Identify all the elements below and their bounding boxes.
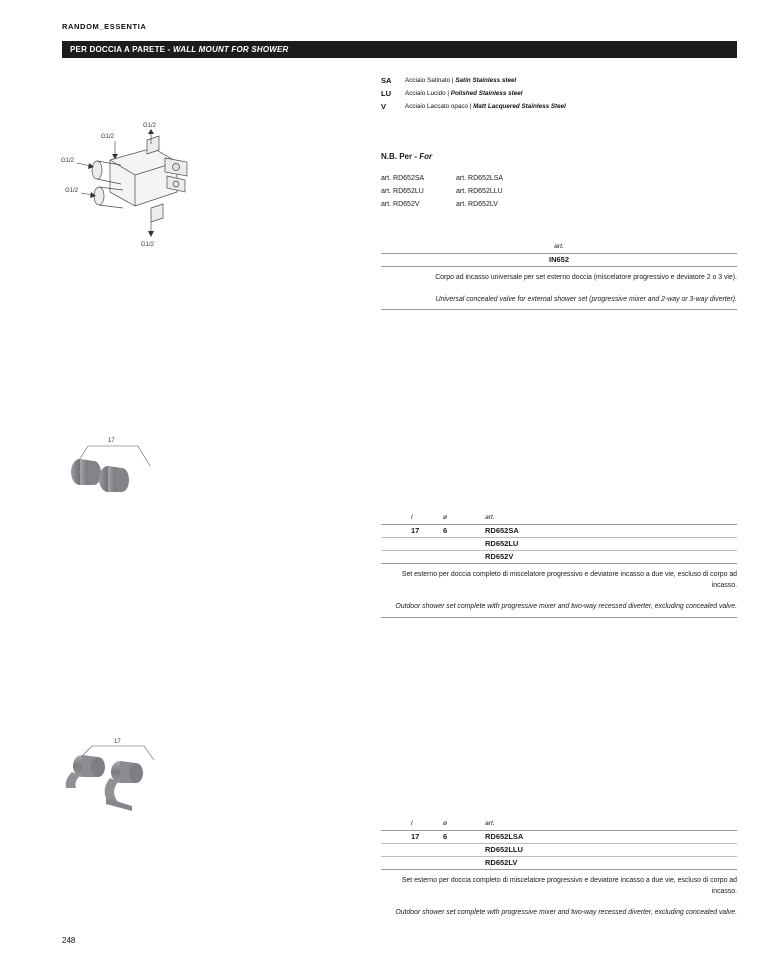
brand-label: RANDOM_ESSENTIA	[62, 22, 147, 31]
spec-value-art: RD652LLU	[485, 845, 523, 854]
spec-header-diameter: ø	[443, 514, 448, 521]
article-description-en: Universal concealed valve for external shower set (progressive mixer and 2-way or 3-way diverter).	[435, 295, 737, 303]
dimension-label: G1/2	[61, 158, 75, 164]
page-number: 248	[62, 936, 76, 945]
dimension-label: G1/2	[101, 134, 115, 140]
legend-item	[381, 100, 737, 113]
spec-row	[381, 538, 737, 550]
section-title-bar	[62, 41, 737, 58]
article-description-it: Corpo ad incasso universale per set esterno doccia (miscelatore progressivo e deviatore 2 o 3 vie).	[435, 274, 737, 281]
note-row	[381, 172, 681, 185]
spec-value-art: RD652LU	[485, 539, 519, 548]
spec-row	[381, 551, 737, 563]
note-article-list	[381, 172, 681, 211]
product-drawing-lever-handles	[58, 736, 188, 816]
spec-header-art: art.	[485, 820, 495, 827]
spec-header-row	[381, 818, 737, 830]
note-article-left: art. RD652LU	[381, 188, 424, 195]
section-title-it: PER DOCCIA A PARETE -	[70, 45, 173, 54]
product-drawing-round-knobs	[58, 432, 178, 502]
legend-code: V	[381, 102, 387, 111]
legend-desc	[405, 87, 523, 100]
spec-value-l: 17	[411, 832, 420, 841]
spec-header-art: art.	[485, 514, 495, 521]
spec-value-art: RD652LV	[485, 858, 518, 867]
note-article-left: art. RD652SA	[381, 175, 425, 182]
article-description-it: Set esterno per doccia completo di miscelatore progressivo e deviatore incasso a due vie, escluso di corpo ad incasso.	[401, 877, 737, 895]
note-row	[381, 185, 681, 198]
divider	[381, 309, 737, 310]
spec-row	[381, 525, 737, 537]
article-description-en: Outdoor shower set complete with progressive mixer and two-way recessed diverter, excluding concealed valve.	[395, 603, 737, 610]
spec-value-art: RD652LSA	[485, 832, 524, 841]
legend-desc	[405, 74, 516, 87]
legend-desc-en: Polished Stainless steel	[450, 90, 523, 97]
finish-legend	[381, 74, 737, 113]
article-code: IN652	[548, 255, 569, 264]
spec-value-l: 17	[411, 526, 420, 535]
section-title	[70, 45, 289, 54]
article-description-en: Outdoor shower set complete with progressive mixer and two-way recessed diverter, excluding concealed valve.	[395, 909, 737, 916]
spec-row	[381, 844, 737, 856]
note-title-it: N.B. Per -	[381, 152, 420, 161]
note-title	[381, 152, 432, 161]
legend-desc-it: Acciaio Lucido |	[405, 90, 451, 97]
dimension-label: 17	[108, 438, 115, 444]
spec-header-l: l	[411, 514, 413, 521]
technical-drawing-valve	[55, 118, 235, 253]
note-row	[381, 198, 681, 211]
note-article-right: art. RD652LLU	[456, 188, 503, 195]
legend-desc	[405, 100, 566, 113]
spec-value-art: RD652SA	[485, 526, 519, 535]
article-block-rd652	[381, 512, 737, 618]
spec-value-art: RD652V	[485, 552, 514, 561]
note-article-right: art. RD652LV	[456, 201, 498, 208]
spec-row	[381, 831, 737, 843]
spec-value-diameter: 6	[443, 526, 448, 535]
legend-code: LU	[381, 89, 391, 98]
dimension-label: 17	[114, 739, 121, 745]
article-block-rd652l	[381, 818, 737, 923]
legend-desc-en: Matt Lacquered Stainless Steel	[473, 103, 566, 110]
legend-code: SA	[381, 76, 392, 85]
legend-desc-it: Acciaio Laccato opaco |	[405, 103, 474, 110]
spec-header-l: l	[411, 820, 413, 827]
spec-value-diameter: 6	[443, 832, 448, 841]
spec-header-diameter: ø	[443, 820, 448, 827]
article-header-row	[381, 240, 737, 253]
legend-desc-it: Acciaio Satinato |	[405, 77, 456, 84]
legend-item	[381, 87, 737, 100]
dimension-label: G1/2	[65, 188, 79, 194]
spec-row	[381, 857, 737, 869]
note-article-right: art. RD652LSA	[456, 175, 504, 182]
article-description-it: Set esterno per doccia completo di miscelatore progressivo e deviatore incasso a due vie, escluso di corpo ad incasso.	[401, 571, 737, 589]
dimension-label: G1/2	[141, 242, 155, 248]
legend-item	[381, 74, 737, 87]
article-block-in652	[381, 240, 737, 310]
divider	[381, 617, 737, 618]
dimension-label: G1/2	[143, 123, 157, 129]
note-title-en: For	[419, 152, 433, 161]
article-header-label: art.	[554, 243, 564, 250]
legend-desc-en: Satin Stainless steel	[455, 77, 517, 84]
note-article-left: art. RD652V	[381, 201, 420, 208]
section-title-en: WALL MOUNT FOR SHOWER	[172, 45, 289, 54]
spec-header-row	[381, 512, 737, 524]
